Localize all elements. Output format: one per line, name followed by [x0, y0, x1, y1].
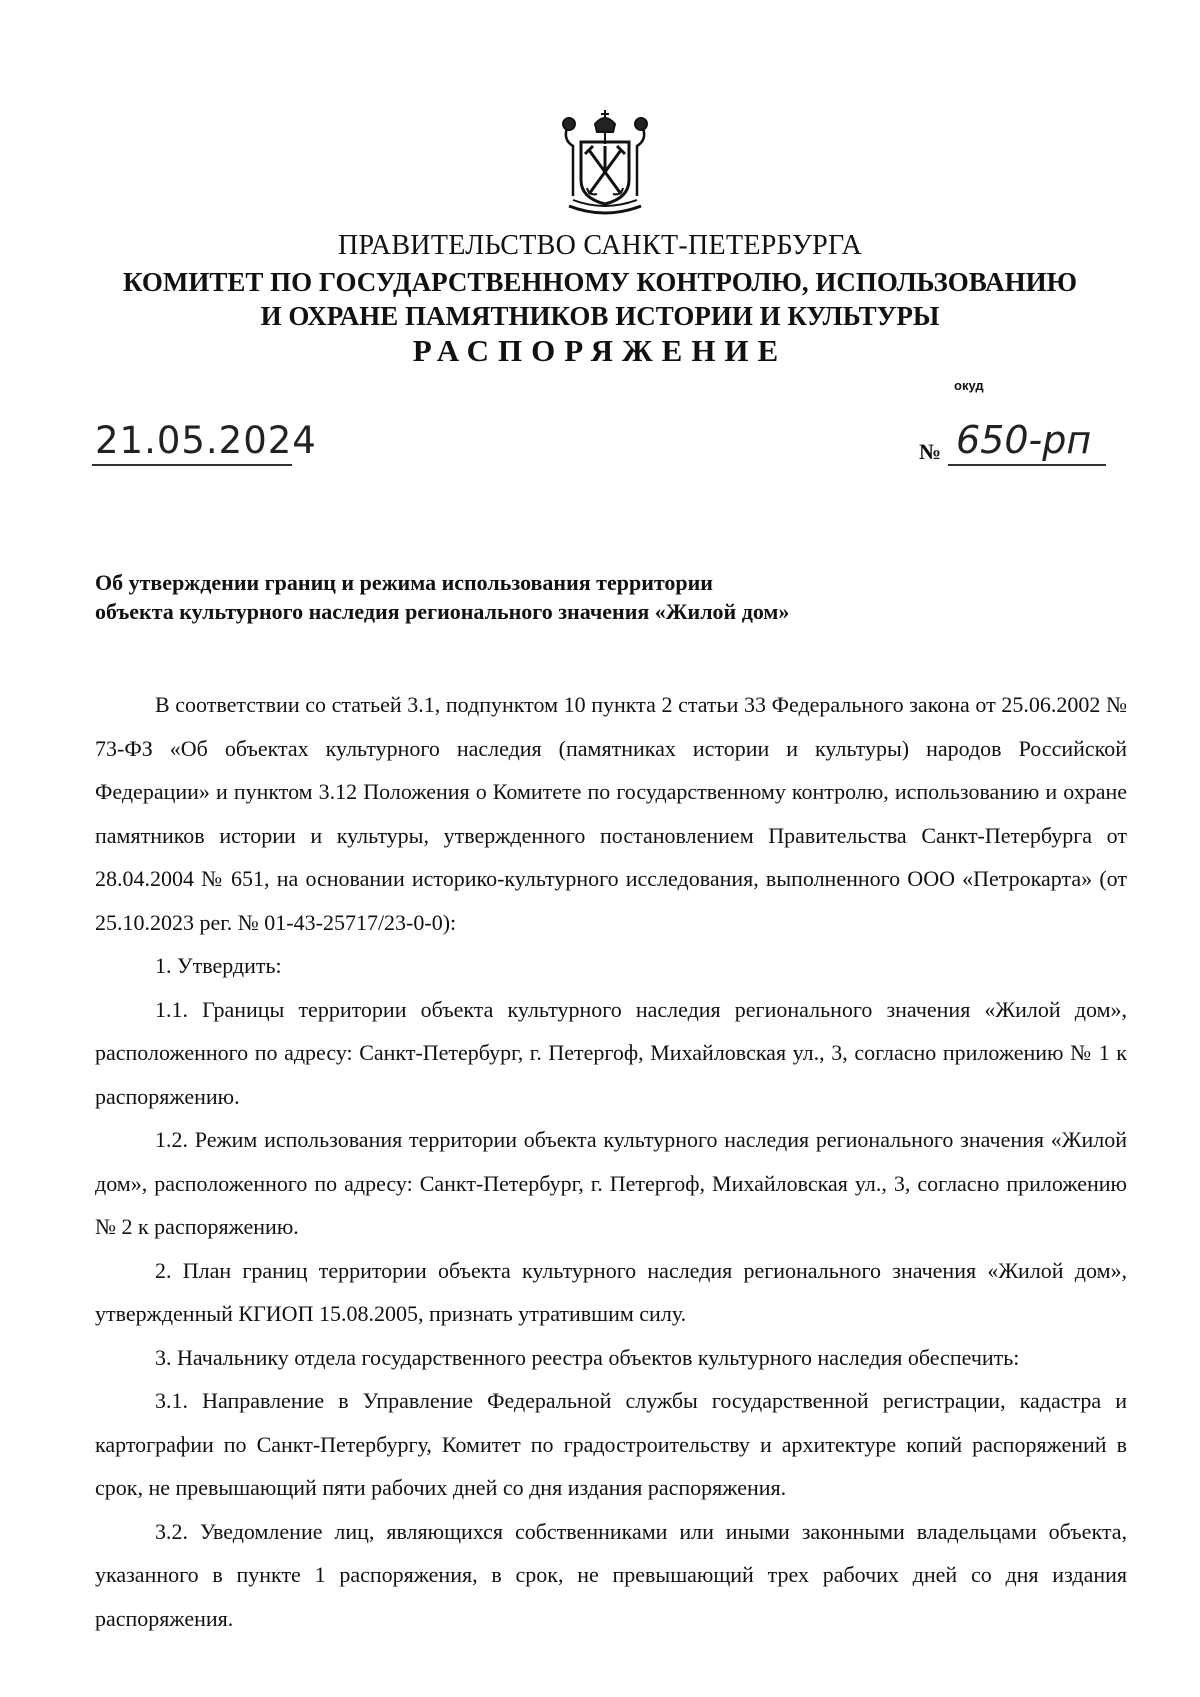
st-petersburg-coat-of-arms-icon	[559, 110, 651, 218]
date-underline	[92, 464, 292, 466]
number-underline	[948, 464, 1106, 466]
document-subject	[95, 568, 789, 626]
document-date: 21.05.2024	[95, 419, 317, 462]
committee-name	[0, 265, 1200, 333]
document-number: 650-рп	[956, 418, 1092, 462]
body-paragraph-1-2: 1.2. Режим использования территории объекта культурного наследия регионального значения «Жилой дом», расположенного по адресу: Санкт-Петербург, г. Петергоф, Михайловская ул., 3, согласно приложению № 2 к распоряжению.	[95, 1127, 1127, 1239]
government-name: ПРАВИТЕЛЬСТВО САНКТ-ПЕТЕРБУРГА	[338, 230, 862, 261]
document-type-title: РАСПОРЯЖЕНИЕ	[412, 333, 788, 368]
committee-name-line1: КОМИТЕТ ПО ГОСУДАРСТВЕННОМУ КОНТРОЛЮ, ИСПОЛЬЗОВАНИЮ	[123, 267, 1077, 297]
body-paragraph-3: 3. Начальнику отдела государственного реестра объектов культурного наследия обеспечить:	[155, 1344, 1020, 1370]
body-paragraph-2: 2. План границ территории объекта культурного наследия регионального значения «Жилой дом», утвержденный КГИОП 15.08.2005, признать утратившим силу.	[95, 1257, 1127, 1326]
number-label: №	[919, 439, 942, 464]
subject-line1: Об утверждении границ и режима использования территории	[95, 570, 713, 595]
committee-name-line2: И ОХРАНЕ ПАМЯТНИКОВ ИСТОРИИ И КУЛЬТУРЫ	[260, 301, 940, 331]
subject-line2: объекта культурного наследия регионального значения «Жилой дом»	[95, 599, 790, 624]
okud-label: окуд	[954, 378, 984, 393]
body-paragraph-preamble: В соответствии со статьей 3.1, подпунктом 10 пункта 2 статьи 33 Федерального закона от 25.06.2002 № 73-ФЗ «Об объектах культурного наследия (памятниках истории и культуры) народов Российской Федерации» и пунктом 3.12 Положения о Комитете по государственному контролю, использованию и охране памятников истории и культуры, утвержденного постановлением Правительства Санкт-Петербурга от 28.04.2004 № 651, на основании историко-культурного исследования, выполненного ООО «Петрокарта» (от 25.10.2023 рег. № 01-43-25717/23-0-0):	[95, 692, 1127, 935]
body-paragraph-1: 1. Утвердить:	[155, 953, 282, 978]
body-paragraph-1-1: 1.1. Границы территории объекта культурного наследия регионального значения «Жилой дом», расположенного по адресу: Санкт-Петербург, г. Петергоф, Михайловская ул., 3, согласно приложению № 1 к распоряжению.	[95, 996, 1127, 1109]
document-body	[95, 683, 1127, 1640]
body-paragraph-3-1: 3.1. Направление в Управление Федеральной службы государственной регистрации, кадастра и картографии по Санкт-Петербургу, Комитет по градостроительству и архитектуре копий распоряжений в срок, не превышающий пяти рабочих дней со дня издания распоряжения.	[95, 1388, 1127, 1500]
body-paragraph-3-2: 3.2. Уведомление лиц, являющихся собственниками или иными законными владельцами объекта, указанного в пункте 1 распоряжения, в срок, не превышающий трех рабочих дней со дня издания распоряжения.	[95, 1518, 1127, 1631]
